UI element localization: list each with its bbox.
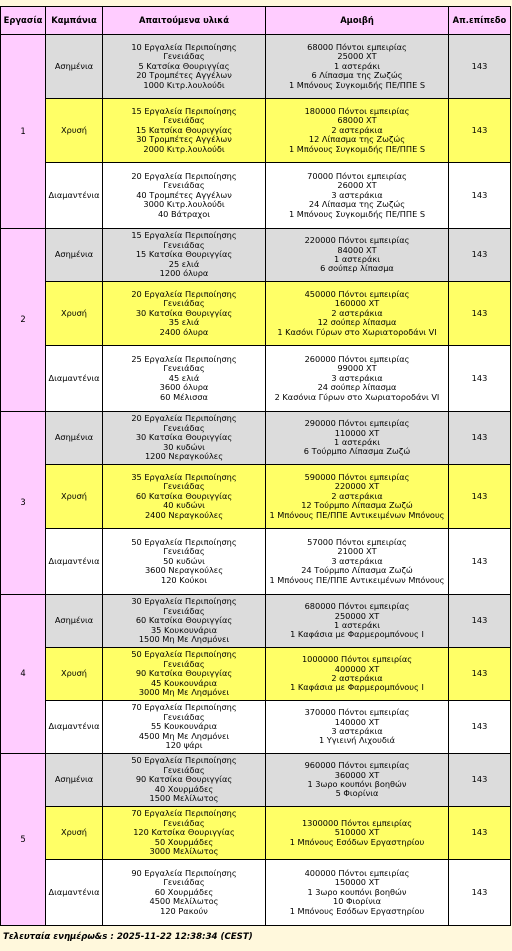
material-line: 3600 όλυρα	[159, 382, 209, 393]
reward-line: 1 Μπόνους Εσόδων Εργαστηρίου	[289, 836, 425, 847]
material-line: 25 Εργαλεία Περιποίησης	[131, 353, 237, 364]
material-line: 1200 όλυρα	[159, 268, 209, 279]
header-row	[1, 7, 511, 35]
table-row	[1, 99, 511, 163]
campaign-cell: Ασημένια	[46, 595, 103, 648]
materials-cell	[103, 754, 266, 807]
material-line: 3600 Νεραγκούλες	[144, 565, 224, 576]
materials-cell	[103, 648, 266, 701]
table-row	[1, 412, 511, 465]
reward-line: 6 Τούρμπο Λίπασμα Ζωζώ	[303, 446, 411, 457]
material-line: Γενειάδας	[163, 363, 205, 374]
material-line: 40 Βάτραχοι	[157, 208, 211, 219]
material-line: 5 Κατσίκα Θουριγγίας	[138, 60, 230, 71]
reward-cell	[266, 807, 449, 860]
material-line: 25 ελιά	[168, 258, 200, 269]
level-cell: 143	[449, 282, 511, 346]
campaign-cell: Διαμαντένια	[46, 529, 103, 595]
material-line: 60 Κατσίκα Θουριγγίας	[135, 615, 233, 626]
task-number: 4	[1, 595, 46, 754]
reward-cell	[266, 412, 449, 465]
table-row	[1, 701, 511, 754]
material-line: 30 κυδώνι	[163, 441, 205, 452]
table-row	[1, 282, 511, 346]
campaign-cell: Ασημένια	[46, 412, 103, 465]
reward-line: 1 Μπόνους ΠΕ/ΠΠΕ Αντικειμένων Μπόνους	[269, 509, 445, 520]
reward-line: 57000 Πόντοι εμπειρίας	[307, 536, 407, 547]
reward-line: 68000 Πόντοι εμπειρίας	[307, 41, 407, 52]
reward-cell	[266, 163, 449, 229]
header-task: Εργασία	[1, 7, 46, 35]
reward-line: 370000 Πόντοι εμπειρίας	[304, 707, 410, 718]
material-line: 20 Τρομπέτες Αγγέλων	[136, 70, 232, 81]
reward-line: 1 3ωρο κουπόνι βοηθών	[307, 886, 407, 897]
task-number: 2	[1, 229, 46, 412]
material-line: Γενειάδας	[163, 817, 205, 828]
reward-line: 3 αστεράκια	[331, 555, 383, 566]
task-number: 5	[1, 754, 46, 926]
material-line: 1000 Κιτρ.λουλούδι	[143, 79, 225, 90]
reward-line: 2 αστεράκια	[331, 124, 383, 135]
level-cell: 143	[449, 701, 511, 754]
campaign-cell: Χρυσή	[46, 465, 103, 529]
material-line: 40 Τρομπέτες Αγγέλων	[136, 189, 232, 200]
reward-line: 1 Υγιεινή Λιχουδιά	[318, 735, 395, 746]
campaign-cell: Χρυσή	[46, 282, 103, 346]
material-line: 50 Εργαλεία Περιποίησης	[131, 649, 237, 660]
material-line: 40 κυδώνι	[163, 500, 205, 511]
campaign-cell: Διαμαντένια	[46, 346, 103, 412]
table-row	[1, 229, 511, 282]
reward-line: 1 αστεράκι	[334, 437, 380, 447]
material-line: 90 Εργαλεία Περιποίησης	[131, 867, 237, 878]
reward-line: 290000 Πόντοι εμπειρίας	[304, 418, 410, 429]
campaign-cell: Διαμαντένια	[46, 860, 103, 926]
material-line: 3000 Μελίλωτος	[149, 846, 219, 857]
material-line: 1500 Μελίλωτος	[149, 793, 219, 804]
reward-line: 25000 ΧΤ	[337, 51, 377, 62]
reward-cell	[266, 648, 449, 701]
level-cell: 143	[449, 412, 511, 465]
task-number: 3	[1, 412, 46, 595]
reward-cell	[266, 229, 449, 282]
reward-line: 1 Καφάσια με Φαρμερομπόνους I	[290, 629, 424, 640]
material-line: 120 Ρακούν	[160, 905, 208, 916]
level-cell: 143	[449, 529, 511, 595]
material-line: 2400 Νεραγκούλες	[144, 509, 224, 520]
reward-line: 84000 ΧΤ	[337, 244, 377, 255]
material-line: 35 ελιά	[168, 317, 200, 328]
reward-line: 68000 ΧΤ	[337, 115, 377, 126]
reward-cell	[266, 346, 449, 412]
material-line: 70 Εργαλεία Περιποίησης	[131, 702, 237, 713]
level-cell: 143	[449, 648, 511, 701]
campaign-cell: Χρυσή	[46, 99, 103, 163]
reward-line: 1 3ωρο κουπόνι βοηθών	[307, 779, 407, 789]
materials-cell	[103, 282, 266, 346]
table-row	[1, 529, 511, 595]
material-line: 35 Κουκουνάρια	[150, 624, 218, 635]
reward-line: 12 Λίπασμα της Ζωζώς	[308, 134, 406, 145]
reward-line: 400000 Πόντοι εμπειρίας	[304, 867, 410, 878]
reward-line: 110000 ΧΤ	[334, 427, 380, 438]
reward-line: 140000 ΧΤ	[334, 716, 380, 727]
materials-cell	[103, 529, 266, 595]
material-line: 30 Κατσίκα Θουριγγίας	[135, 307, 233, 318]
reward-cell	[266, 529, 449, 595]
material-line: 20 Εργαλεία Περιποίησης	[131, 413, 237, 424]
reward-line: 2 αστεράκια	[331, 307, 383, 318]
reward-line: 70000 Πόντοι εμπειρίας	[307, 170, 407, 181]
material-line: 10 Εργαλεία Περιποίησης	[131, 41, 237, 52]
reward-cell	[266, 754, 449, 807]
material-line: 1500 Μη Με Λησμόνει	[138, 634, 230, 645]
last-update-label: Τελευταία ενημέρω&s :	[3, 932, 114, 942]
reward-line: 1 αστεράκι	[334, 60, 380, 71]
reward-line: 1000000 Πόντοι εμπειρίας	[301, 654, 413, 665]
material-line: 120 Κατσίκα Θουριγγίας	[133, 827, 235, 838]
reward-line: 220000 Πόντοι εμπειρίας	[304, 235, 410, 246]
table-row	[1, 648, 511, 701]
reward-line: 6 Λίπασμα της Ζωζώς	[311, 70, 403, 81]
reward-line: 400000 ΧΤ	[334, 663, 380, 674]
header-reward: Αμοιβή	[266, 7, 449, 35]
table-row	[1, 595, 511, 648]
material-line: 30 Τρομπέτες Αγγέλων	[136, 134, 232, 145]
material-line: 50 κυδώνι	[163, 555, 205, 566]
material-line: Γενειάδας	[163, 115, 205, 126]
material-line: 50 Εργαλεία Περιποίησης	[131, 536, 237, 547]
reward-line: 1 Μπόνους ΠΕ/ΠΠΕ Αντικειμένων Μπόνους	[269, 574, 445, 585]
material-line: Γενειάδας	[163, 877, 205, 888]
material-line: 50 Χουρμάδες	[154, 836, 214, 847]
reward-line: 1 αστεράκι	[334, 620, 380, 630]
material-line: 4500 Μελίλωτος	[149, 896, 219, 907]
campaign-cell: Ασημένια	[46, 229, 103, 282]
material-line: 15 Κατσίκα Θουριγγίας	[135, 124, 233, 135]
reward-line: 12 σούπερ λίπασμα	[317, 317, 397, 328]
reward-line: 1 Μπόνους Συγκομιδής ΠΕ/ΠΠΕ S	[288, 143, 426, 154]
table-row	[1, 346, 511, 412]
reward-line: 1 Κασόνι Γύρων στο Χωριατοροδάνι VI	[277, 326, 437, 337]
reward-line: 1 Μπόνους Εσόδων Εργαστηρίου	[289, 905, 425, 916]
material-line: 45 ελιά	[168, 372, 200, 383]
reward-line: 260000 Πόντοι εμπειρίας	[304, 353, 410, 364]
material-line: 3000 Μη Με Λησμόνει	[138, 687, 230, 698]
level-cell: 143	[449, 754, 511, 807]
reward-line: 680000 Πόντοι εμπειρίας	[304, 601, 410, 612]
last-update-timestamp: 2025-11-22 12:38:34 (CEST)	[116, 932, 253, 942]
reward-line: 26000 ΧΤ	[337, 180, 377, 191]
material-line: 120 ψάρι	[165, 740, 203, 751]
material-line: Γενειάδας	[163, 298, 205, 309]
reward-cell	[266, 701, 449, 754]
material-line: 90 Κατσίκα Θουριγγίας	[135, 668, 233, 679]
materials-cell	[103, 701, 266, 754]
reward-line: 1300000 Πόντοι εμπειρίας	[301, 817, 413, 828]
reward-line: 3 αστεράκια	[331, 726, 383, 736]
reward-line: 1 Καφάσια με Φαρμερομπόνους I	[290, 682, 424, 693]
level-cell: 143	[449, 807, 511, 860]
material-line: 50 Εργαλεία Περιποίησης	[131, 755, 237, 766]
materials-cell	[103, 595, 266, 648]
reward-line: 10 Φιορίνια	[333, 896, 381, 907]
materials-cell	[103, 35, 266, 99]
level-cell: 143	[449, 99, 511, 163]
material-line: Γενειάδας	[163, 764, 205, 775]
reward-line: 3 αστεράκια	[331, 189, 383, 200]
reward-line: 3 αστεράκια	[331, 372, 383, 383]
material-line: 30 Εργαλεία Περιποίησης	[131, 596, 237, 607]
campaign-cell: Ασημένια	[46, 754, 103, 807]
reward-cell	[266, 282, 449, 346]
reward-line: 99000 ΧΤ	[337, 363, 377, 374]
header-level: Απ.επίπεδο	[449, 7, 511, 35]
material-line: 2400 όλυρα	[159, 326, 209, 337]
level-cell: 143	[449, 229, 511, 282]
material-line: 15 Κατσίκα Θουριγγίας	[135, 249, 233, 260]
campaign-cell: Διαμαντένια	[46, 163, 103, 229]
campaign-cell: Ασημένια	[46, 35, 103, 99]
table-row	[1, 860, 511, 926]
materials-cell	[103, 229, 266, 282]
material-line: 120 Κούκοι	[161, 574, 207, 585]
reward-line: 1 αστεράκι	[334, 254, 380, 264]
materials-cell	[103, 412, 266, 465]
reward-line: 6 σούπερ λίπασμα	[320, 263, 394, 274]
material-line: 3000 Κιτρ.λουλούδι	[143, 199, 225, 210]
level-cell: 143	[449, 163, 511, 229]
reward-line: 160000 ΧΤ	[334, 298, 380, 309]
task-number: 1	[1, 35, 46, 229]
tasks-body	[1, 35, 511, 926]
reward-line: 590000 Πόντοι εμπειρίας	[304, 471, 410, 482]
materials-cell	[103, 807, 266, 860]
material-line: 90 Κατσίκα Θουριγγίας	[135, 774, 233, 785]
level-cell: 143	[449, 35, 511, 99]
reward-line: 250000 ΧΤ	[334, 610, 380, 621]
reward-line: 24 σούπερ λίπασμα	[317, 382, 397, 393]
last-update	[3, 932, 253, 942]
header-campaign: Καμπάνια	[46, 7, 103, 35]
reward-line: 2 Κασόνια Γύρων στο Χωριατοροδάνι VI	[274, 391, 440, 402]
level-cell: 143	[449, 860, 511, 926]
reward-line: 150000 ΧΤ	[334, 877, 380, 888]
materials-cell	[103, 465, 266, 529]
reward-line: 12 Τούρμπο Λίπασμα Ζωζώ	[301, 500, 413, 511]
material-line: 4500 Μη Με Λησμόνει	[138, 730, 230, 741]
material-line: 35 Εργαλεία Περιποίησης	[131, 471, 237, 482]
materials-cell	[103, 860, 266, 926]
campaign-cell: Χρυσή	[46, 648, 103, 701]
table-row	[1, 35, 511, 99]
reward-line: 1 Μπόνους Συγκομιδής ΠΕ/ΠΠΕ S	[288, 79, 426, 90]
reward-line: 2 αστεράκια	[331, 490, 383, 501]
table-row	[1, 807, 511, 860]
material-line: 60 Μέλισσα	[160, 391, 208, 402]
material-line: 2000 Κιτρ.λουλούδι	[143, 143, 225, 154]
table-row	[1, 754, 511, 807]
reward-line: 21000 ΧΤ	[337, 546, 377, 557]
reward-line: 450000 Πόντοι εμπειρίας	[304, 288, 410, 299]
material-line: 45 Κουκουνάρια	[150, 677, 218, 688]
reward-line: 2 αστεράκια	[331, 673, 383, 683]
level-cell: 143	[449, 346, 511, 412]
table-row	[1, 163, 511, 229]
material-line: Γενειάδας	[163, 180, 205, 191]
material-line: 15 Εργαλεία Περιποίησης	[131, 230, 237, 241]
level-cell: 143	[449, 465, 511, 529]
tasks-table	[0, 6, 511, 926]
material-line: Γενειάδας	[163, 711, 205, 722]
material-line: 70 Εργαλεία Περιποίησης	[131, 808, 237, 819]
material-line: 30 Κατσίκα Θουριγγίας	[135, 432, 233, 443]
reward-cell	[266, 595, 449, 648]
material-line: Γενειάδας	[163, 239, 205, 250]
materials-cell	[103, 346, 266, 412]
reward-line: 1 Μπόνους Συγκομιδής ΠΕ/ΠΠΕ S	[288, 208, 426, 219]
materials-cell	[103, 163, 266, 229]
material-line: Γενειάδας	[163, 546, 205, 557]
reward-cell	[266, 99, 449, 163]
reward-cell	[266, 465, 449, 529]
material-line: 60 Χουρμάδες	[154, 886, 214, 897]
reward-line: 510000 ΧΤ	[334, 827, 380, 838]
campaign-cell: Διαμαντένια	[46, 701, 103, 754]
reward-line: 180000 Πόντοι εμπειρίας	[304, 105, 410, 116]
material-line: 55 Κουκουνάρια	[150, 721, 218, 732]
reward-cell	[266, 35, 449, 99]
material-line: Γενειάδας	[163, 422, 205, 433]
level-cell: 143	[449, 595, 511, 648]
reward-line: 24 Λίπασμα της Ζωζώς	[308, 199, 406, 210]
materials-cell	[103, 99, 266, 163]
reward-line: 24 Τούρμπο Λίπασμα Ζωζώ	[301, 565, 413, 576]
material-line: Γενειάδας	[163, 481, 205, 492]
reward-line: 360000 ΧΤ	[334, 769, 380, 780]
material-line: Γενειάδας	[163, 51, 205, 62]
reward-line: 960000 Πόντοι εμπειρίας	[304, 760, 410, 771]
campaign-cell: Χρυσή	[46, 807, 103, 860]
material-line: 60 Κατσίκα Θουριγγίας	[135, 490, 233, 501]
material-line: Γενειάδας	[163, 658, 205, 669]
table-row	[1, 465, 511, 529]
material-line: Γενειάδας	[163, 605, 205, 616]
reward-cell	[266, 860, 449, 926]
reward-line: 5 Φιορίνια	[335, 788, 379, 799]
header-materials: Απαιτούμενα υλικά	[103, 7, 266, 35]
material-line: 40 Χουρμάδες	[154, 783, 214, 794]
material-line: 20 Εργαλεία Περιποίησης	[131, 288, 237, 299]
material-line: 15 Εργαλεία Περιποίησης	[131, 105, 237, 116]
material-line: 1200 Νεραγκούλες	[144, 451, 224, 462]
reward-line: 220000 ΧΤ	[334, 481, 380, 492]
material-line: 20 Εργαλεία Περιποίησης	[131, 170, 237, 181]
